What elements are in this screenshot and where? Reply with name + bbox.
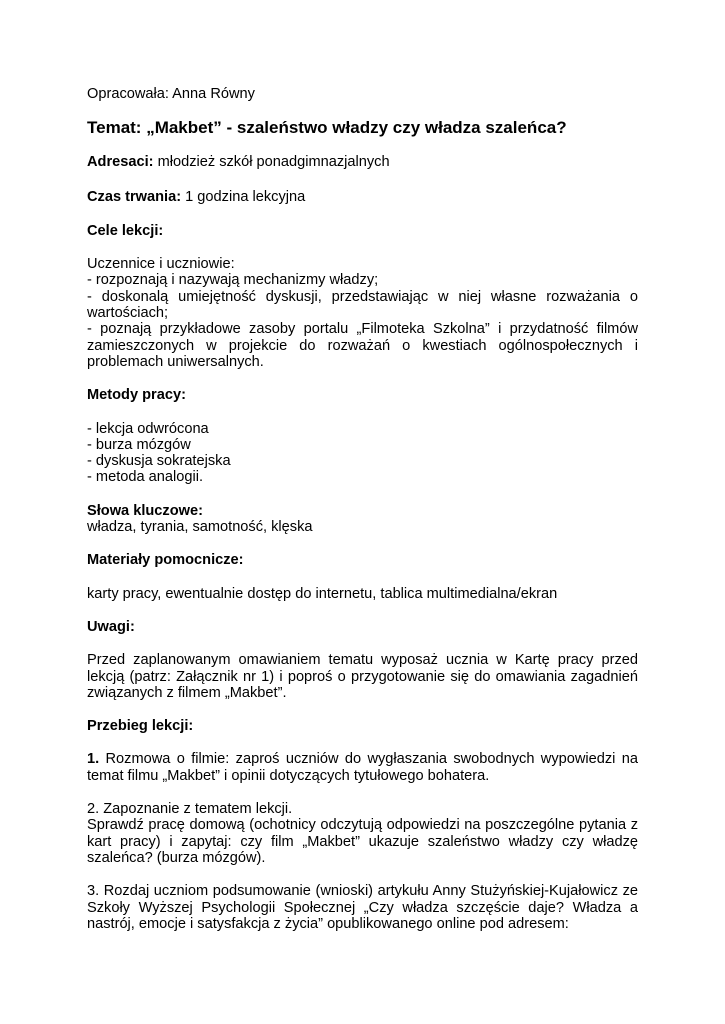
notes-heading: Uwagi: bbox=[87, 618, 135, 635]
method-item: - burza mózgów bbox=[87, 436, 191, 453]
duration-line bbox=[87, 189, 638, 205]
method-item: - lekcja odwrócona bbox=[87, 420, 209, 437]
keywords-value: władza, tyrania, samotność, klęska bbox=[87, 519, 313, 536]
goals-heading: Cele lekcji: bbox=[87, 222, 164, 239]
goal-item: - rozpoznają i nazywają mechanizmy władzy; bbox=[87, 272, 379, 289]
methods-heading: Metody pracy: bbox=[87, 387, 186, 404]
goal-item: - poznają przykładowe zasoby portalu „Filmoteka Szkolna” i przydatność filmów zamieszczonych w projekcie do rozważań o kwestiach ogólnospołecznych i problemach uniwersalnych. bbox=[87, 321, 638, 370]
keywords-heading: Słowa kluczowe: bbox=[87, 502, 203, 519]
keywords-section bbox=[87, 503, 638, 536]
materials-heading: Materiały pomocnicze: bbox=[87, 552, 244, 569]
audience-label: Adresaci: bbox=[87, 154, 154, 171]
duration-label: Czas trwania: bbox=[87, 188, 182, 205]
step-2-text: Sprawdź pracę domową (ochotnicy odczytują odpowiedzi na poszczególne pytania z kart pracy) i zapytaj: czy film „Makbet” ukazuje szaleństwo władzy czy władzę szaleńca? (burza mózgów). bbox=[87, 817, 638, 866]
goals-list bbox=[87, 256, 638, 370]
methods-list bbox=[87, 421, 638, 486]
notes-text: Przed zaplanowanym omawianiem tematu wyposaż ucznia w Kartę pracy przed lekcją (patrz: Załącznik nr 1) i poproś o przygotowanie się do omawiania zagadnień związanych z filmem „Makbet”. bbox=[87, 652, 638, 701]
step-2-title: 2. Zapoznanie z tematem lekcji. bbox=[87, 801, 293, 818]
procedure-step-1 bbox=[87, 751, 638, 784]
goal-item: - doskonalą umiejętność dyskusji, przedstawiając w niej własne rozważania o wartościach; bbox=[87, 288, 638, 322]
document-page bbox=[87, 86, 638, 949]
method-item: - dyskusja sokratejska bbox=[87, 453, 231, 470]
step-1-number: 1. bbox=[87, 751, 100, 768]
procedure-step-2 bbox=[87, 801, 638, 866]
lesson-title: Temat: „Makbet” - szaleństwo władzy czy władza szaleńca? bbox=[87, 118, 567, 138]
audience-line bbox=[87, 154, 638, 170]
materials-value: karty pracy, ewentualnie dostęp do internetu, tablica multimedialna/ekran bbox=[87, 585, 558, 602]
procedure-step-3: 3. Rozdaj uczniom podsumowanie (wnioski) artykułu Anny Stużyńskiej-Kujałowicz ze Szkoły Wyższej Psychologii Społecznej „Czy władza szczęście daje? Władza a nastrój, emocje i satysfakcja z życia” opublikowanego online pod adresem: bbox=[87, 883, 638, 932]
method-item: - metoda analogii. bbox=[87, 469, 204, 486]
author-line: Opracowała: Anna Równy bbox=[87, 86, 255, 102]
goals-intro: Uczennice i uczniowie: bbox=[87, 256, 235, 273]
procedure-heading: Przebieg lekcji: bbox=[87, 718, 194, 735]
audience-value: młodzież szkół ponadgimnazjalnych bbox=[157, 154, 390, 171]
duration-value: 1 godzina lekcyjna bbox=[185, 188, 306, 205]
step-1-text: Rozmowa o filmie: zaproś uczniów do wygłaszania swobodnych wypowiedzi na temat filmu „Makbet” i opinii dotyczących tytułowego bohatera. bbox=[87, 751, 638, 784]
